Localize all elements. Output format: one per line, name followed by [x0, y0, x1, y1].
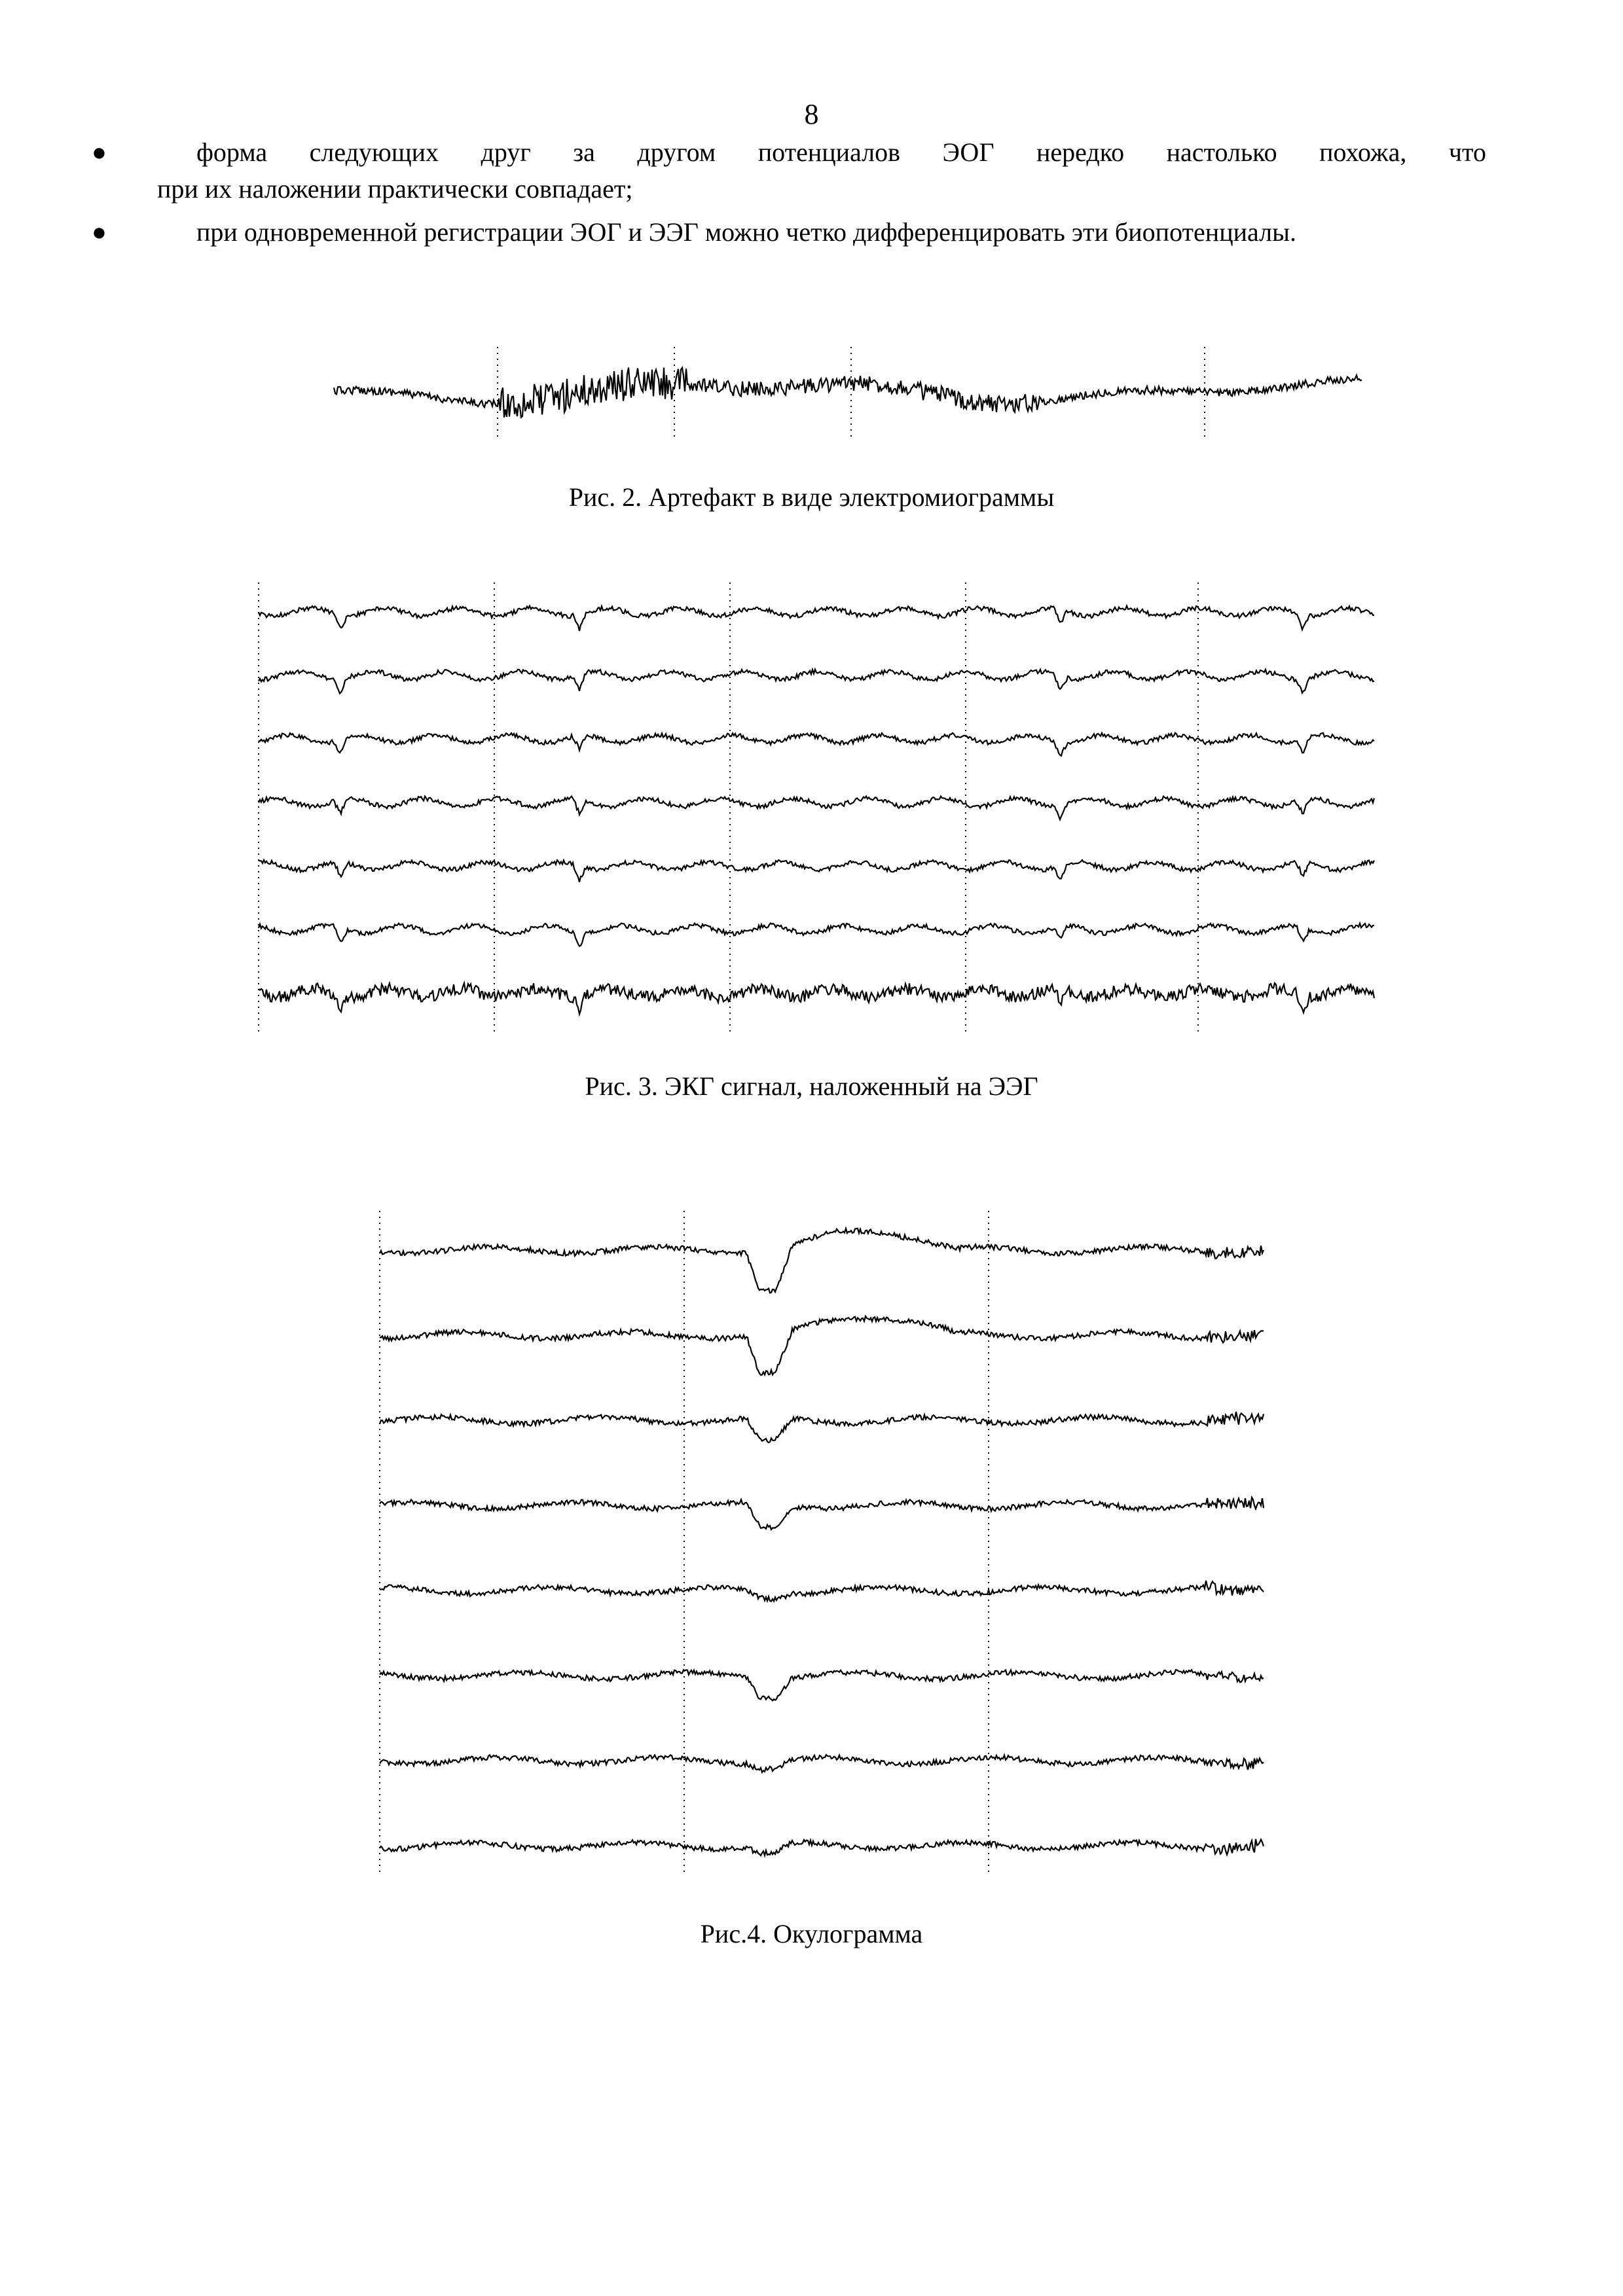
eeg-channel-trace: [259, 983, 1374, 1014]
eog-channel-trace: [380, 1229, 1264, 1293]
bullet-list: [92, 134, 1486, 257]
eog-channel-trace: [380, 1755, 1264, 1772]
eeg-channel-trace: [259, 670, 1374, 694]
eog-channel-trace: [380, 1670, 1264, 1700]
eog-channel-trace: [380, 1581, 1264, 1602]
emg-trace: [334, 368, 1362, 418]
figure-ecg-on-eeg-plot: [255, 576, 1381, 1041]
eeg-channel-trace: [259, 733, 1374, 756]
eeg-channel-trace: [259, 924, 1374, 946]
eeg-channel-trace: [259, 606, 1374, 631]
bullet-item-1: [92, 134, 1486, 207]
figure-ecg-on-eeg: [255, 576, 1381, 1041]
eog-channel-trace: [380, 1839, 1264, 1856]
bullet-text-2: при одновременной регистрации ЭОГ и ЭЭГ можно четко дифференцировать эти биопотенциалы.: [196, 217, 1296, 247]
bullet-icon: ●: [92, 219, 107, 246]
bullet-item-2: [92, 214, 1486, 251]
figure-emg-artifact: [321, 340, 1368, 445]
bullet-text-1: [92, 134, 1486, 207]
eeg-channel-trace: [259, 797, 1374, 820]
bullet-text-1-line1: форма следующих друг за другом потенциалов ЭОГ нередко настолько похожа, что: [196, 137, 1486, 167]
figure-oculogram-caption: Рис.4. Окулограмма: [700, 1919, 923, 1948]
figure-oculogram: [367, 1198, 1270, 1872]
bullet-text-1-line2: при их наложении практически совпадает;: [157, 174, 633, 204]
figure-ecg-on-eeg-caption: Рис. 3. ЭКГ сигнал, наложенный на ЭЭГ: [585, 1071, 1038, 1101]
eog-channel-trace: [380, 1498, 1264, 1530]
eeg-channel-trace: [259, 860, 1374, 882]
page-number: 8: [804, 98, 819, 130]
eog-channel-trace: [380, 1412, 1264, 1443]
eog-channel-trace: [380, 1316, 1264, 1375]
figure-emg-artifact-caption: Рис. 2. Артефакт в виде электромиограммы: [568, 482, 1055, 512]
figure-emg-artifact-plot: [321, 340, 1368, 445]
bullet-icon: ●: [92, 139, 107, 166]
figure-oculogram-plot: [367, 1198, 1270, 1872]
